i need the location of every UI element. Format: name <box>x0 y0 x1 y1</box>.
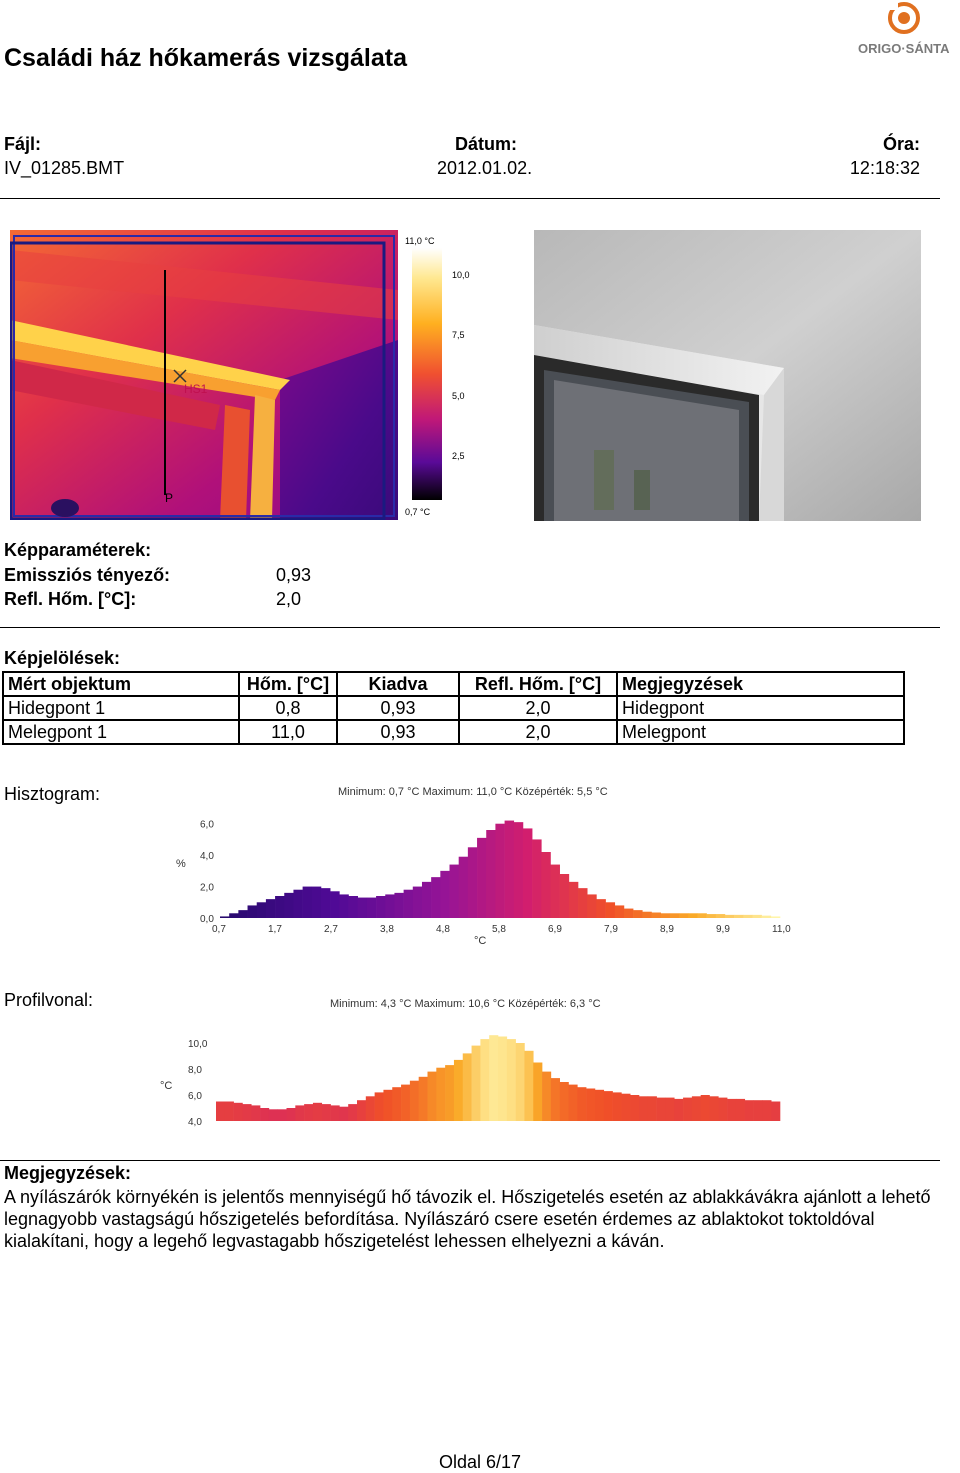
histogram-bar <box>275 896 284 918</box>
profile-ytick: 10,0 <box>188 1039 208 1050</box>
profile-ytick: 6,0 <box>188 1091 202 1102</box>
profile-bar <box>278 1109 287 1121</box>
histogram-bar <box>303 887 312 918</box>
profile-ylabel: °C <box>160 1080 173 1092</box>
profile-bar <box>216 1102 225 1122</box>
histogram-bar <box>376 896 385 918</box>
profile-bar <box>577 1087 586 1121</box>
file-label: Fájl: <box>4 134 42 154</box>
histogram-bar <box>697 913 706 918</box>
profile-chart <box>150 990 800 1130</box>
profile-bar <box>762 1100 771 1121</box>
profile-bar <box>542 1072 551 1121</box>
histogram-xtick: 8,9 <box>660 924 674 935</box>
profile-bar <box>507 1039 516 1121</box>
profile-bar <box>586 1089 595 1122</box>
profile-bar <box>463 1053 472 1121</box>
histogram-bar <box>367 898 376 918</box>
profile-bar <box>428 1072 437 1121</box>
profile-bar <box>710 1096 719 1121</box>
profile-bar <box>754 1100 763 1121</box>
table-cell: 2,0 <box>459 696 617 720</box>
profile-bar <box>295 1105 304 1121</box>
profile-bar <box>613 1092 622 1121</box>
profile-bar <box>383 1090 392 1121</box>
histogram-bar <box>413 887 422 918</box>
histogram-stats: Minimum: 0,7 °C Maximum: 11,0 °C Középérték: 5,5 °C <box>338 786 608 798</box>
histogram-bar <box>725 915 734 918</box>
emissivity-value: 0,93 <box>276 565 312 585</box>
histogram-bar <box>642 912 651 918</box>
visual-photo <box>534 230 921 521</box>
profile-marker: P <box>165 491 174 505</box>
histogram-bar <box>550 865 559 918</box>
company-logo <box>856 0 956 60</box>
scale-label-5: 5,0 <box>452 391 465 401</box>
divider <box>0 627 940 628</box>
notes-heading: Megjegyzések: <box>4 1163 132 1183</box>
table-cell: 2,0 <box>459 720 617 744</box>
histogram-bar <box>716 914 725 918</box>
histogram-bar <box>394 893 403 918</box>
profile-bar <box>480 1039 489 1121</box>
image-params-heading: Képparaméterek: <box>4 540 152 560</box>
profile-bar <box>516 1043 525 1121</box>
histogram-bar <box>312 887 321 918</box>
histogram-bar <box>688 913 697 918</box>
profile-bar <box>401 1085 410 1121</box>
profile-bar <box>498 1037 507 1122</box>
histogram-ytick: 4,0 <box>200 851 214 863</box>
histogram-bar <box>459 857 468 918</box>
profile-heading: Profilvonal: <box>4 990 94 1010</box>
scale-label-2-5: 2,5 <box>452 451 465 461</box>
histogram-bar <box>321 888 330 918</box>
profile-bar <box>621 1094 630 1121</box>
column-header: Megjegyzések <box>617 672 904 696</box>
histogram-bar <box>431 877 440 918</box>
histogram-bar <box>532 839 541 918</box>
histogram-bar <box>404 890 413 918</box>
table-cell: Hidegpont <box>617 696 904 720</box>
histogram-xtick: 5,8 <box>492 924 506 935</box>
table-cell: 0,93 <box>337 696 459 720</box>
file-value: IV_01285.BMT <box>4 158 125 178</box>
divider <box>0 1160 940 1161</box>
histogram-bar <box>257 902 266 918</box>
profile-bar <box>366 1096 375 1121</box>
date-label: Dátum: <box>455 134 517 154</box>
histogram-bar <box>330 891 339 918</box>
table-cell: Hidegpont 1 <box>3 696 239 720</box>
histogram-bar <box>293 890 302 918</box>
profile-bar <box>727 1099 736 1121</box>
page-number: Oldal 6/17 <box>438 1452 522 1472</box>
histogram-bar <box>569 882 578 918</box>
column-header: Kiadva <box>337 672 459 696</box>
histogram-bar <box>266 899 275 918</box>
profile-bar <box>260 1108 269 1121</box>
profile-bar <box>560 1082 569 1121</box>
profile-bar <box>604 1091 613 1121</box>
profile-bar <box>683 1098 692 1121</box>
notes-text: A nyílászárók környékén is jelentős mennyiségű hő távozik el. Hőszigetelés esetén az ablakkávákra ajánlott a lehető legnagyobb vastagságú hőszigetelés befordítása. Nyílászáró csere esetén érdemes az ablaktokot toktoldóval kialakítani, hogy a legehő legvastagabb hőszigetelést lehessen elhelyezni a káván. <box>4 1187 931 1251</box>
column-header: Hőm. [°C] <box>239 672 337 696</box>
date-value: 2012.01.02. <box>437 158 533 178</box>
histogram-xtick: 7,9 <box>604 924 618 935</box>
scale-label-10: 10,0 <box>452 270 470 280</box>
histogram-xtick: 0,7 <box>212 924 226 935</box>
profile-ytick: 4,0 <box>188 1117 202 1128</box>
histogram-chart <box>150 778 800 948</box>
profile-bar <box>692 1096 701 1121</box>
profile-bar <box>242 1104 251 1121</box>
profile-bar <box>225 1102 234 1122</box>
histogram-xlabel: °C <box>474 935 487 947</box>
table-cell: 0,8 <box>239 696 337 720</box>
histogram-bar <box>238 910 247 918</box>
profile-bar <box>569 1085 578 1121</box>
divider <box>0 198 940 199</box>
histogram-bar <box>229 913 238 918</box>
time-value: 12:18:32 <box>849 158 920 178</box>
histogram-bar <box>523 828 532 918</box>
profile-bar <box>322 1104 331 1121</box>
histogram-bar <box>762 916 771 918</box>
table-row <box>3 720 904 744</box>
table-header-row <box>3 672 904 696</box>
table-cell: 0,93 <box>337 720 459 744</box>
thermal-image <box>10 230 398 520</box>
marks-heading: Képjelölések: <box>4 648 121 668</box>
profile-bar <box>304 1104 313 1121</box>
histogram-bar <box>339 894 348 918</box>
histogram-bar <box>615 905 624 918</box>
histogram-bar <box>633 910 642 918</box>
histogram-bar <box>440 871 449 918</box>
histogram-bar <box>422 882 431 918</box>
histogram-bar <box>477 838 486 918</box>
logo-text: ORIGO·SÁNTA <box>858 41 950 56</box>
refl-temp-value: 2,0 <box>276 589 302 609</box>
histogram-bar <box>514 822 523 918</box>
histogram-bar <box>578 888 587 918</box>
histogram-bar <box>587 894 596 918</box>
table-cell: Melegpont 1 <box>3 720 239 744</box>
profile-bar <box>639 1096 648 1121</box>
profile-bar <box>630 1095 639 1121</box>
profile-bar <box>489 1035 498 1121</box>
profile-bar <box>701 1095 710 1121</box>
histogram-bar <box>734 915 743 918</box>
histogram-bar <box>752 915 761 918</box>
profile-bar <box>234 1103 243 1121</box>
histogram-bar <box>220 916 229 918</box>
emissivity-label: Emissziós tényező: <box>4 565 171 585</box>
histogram-bar <box>358 898 367 918</box>
marks-table <box>2 671 905 745</box>
profile-bar <box>665 1098 674 1121</box>
profile-bar <box>269 1109 278 1121</box>
histogram-xtick: 1,7 <box>268 924 282 935</box>
profile-bar <box>771 1102 780 1122</box>
profile-bar <box>718 1098 727 1121</box>
profile-bar <box>313 1103 322 1121</box>
profile-bar <box>595 1090 604 1121</box>
histogram-bar <box>486 830 495 918</box>
histogram-bar <box>596 899 605 918</box>
table-cell: Melegpont <box>617 720 904 744</box>
temperature-scale <box>400 228 520 524</box>
hot-spot-marker: HS1 <box>184 382 208 396</box>
profile-bar <box>445 1065 454 1121</box>
profile-bar <box>375 1092 384 1121</box>
profile-ytick: 8,0 <box>188 1065 202 1076</box>
refl-temp-label: Refl. Hőm. [°C]: <box>4 589 137 609</box>
histogram-bar <box>541 852 550 918</box>
profile-bar <box>339 1107 348 1121</box>
histogram-xtick: 4,8 <box>436 924 450 935</box>
time-label: Óra: <box>882 134 920 154</box>
histogram-bar <box>670 913 679 918</box>
profile-bar <box>436 1068 445 1121</box>
profile-bar <box>251 1105 260 1121</box>
profile-bar <box>551 1078 560 1121</box>
histogram-bar <box>248 905 257 918</box>
column-header: Mért objektum <box>3 672 239 696</box>
histogram-bar <box>349 896 358 918</box>
profile-bar <box>745 1100 754 1121</box>
profile-bar <box>419 1077 428 1121</box>
histogram-bar <box>651 913 660 919</box>
histogram-ytick: 2,0 <box>200 882 214 894</box>
histogram-ytick: 0,0 <box>200 914 214 925</box>
histogram-ytick: 6,0 <box>200 819 214 831</box>
profile-bar <box>533 1063 542 1122</box>
profile-bar <box>348 1104 357 1121</box>
histogram-bar <box>284 893 293 918</box>
page-title: Családi ház hőkamerás vizsgálata <box>4 44 407 72</box>
profile-bar <box>392 1087 401 1121</box>
histogram-bar <box>505 821 514 918</box>
profile-bar <box>524 1051 533 1121</box>
histogram-bar <box>450 865 459 918</box>
scale-label-min: 0,7 °C <box>405 507 431 517</box>
histogram-bar <box>495 824 504 918</box>
histogram-bar <box>707 914 716 918</box>
histogram-bar <box>560 874 569 918</box>
profile-bar <box>410 1081 419 1121</box>
profile-bar <box>472 1046 481 1121</box>
histogram-heading: Hisztogram: <box>4 784 101 804</box>
histogram-bar <box>679 913 688 918</box>
column-header: Refl. Hőm. [°C] <box>459 672 617 696</box>
profile-bar <box>331 1105 340 1121</box>
table-row <box>3 696 904 720</box>
scale-label-max: 11,0 °C <box>405 236 435 246</box>
histogram-xtick: 2,7 <box>324 924 338 935</box>
profile-bar <box>736 1099 745 1121</box>
profile-bar <box>648 1096 657 1121</box>
histogram-bar <box>661 913 670 918</box>
profile-bar <box>357 1100 366 1121</box>
profile-bar <box>287 1108 296 1121</box>
histogram-bar <box>743 915 752 918</box>
profile-bar <box>454 1060 463 1121</box>
histogram-ylabel: % <box>176 858 186 870</box>
histogram-xtick: 3,8 <box>380 924 394 935</box>
histogram-xtick: 11,0 <box>772 924 791 935</box>
profile-bar <box>674 1099 683 1121</box>
scale-label-7-5: 7,5 <box>452 330 465 340</box>
histogram-bar <box>385 894 394 918</box>
table-cell: 11,0 <box>239 720 337 744</box>
histogram-xtick: 6,9 <box>548 924 562 935</box>
profile-stats: Minimum: 4,3 °C Maximum: 10,6 °C Középérték: 6,3 °C <box>330 998 601 1010</box>
histogram-xtick: 9,9 <box>716 924 730 935</box>
histogram-bar <box>468 847 477 918</box>
histogram-bar <box>606 902 615 918</box>
profile-bar <box>657 1098 666 1121</box>
histogram-bar <box>771 916 780 918</box>
histogram-bar <box>624 909 633 918</box>
